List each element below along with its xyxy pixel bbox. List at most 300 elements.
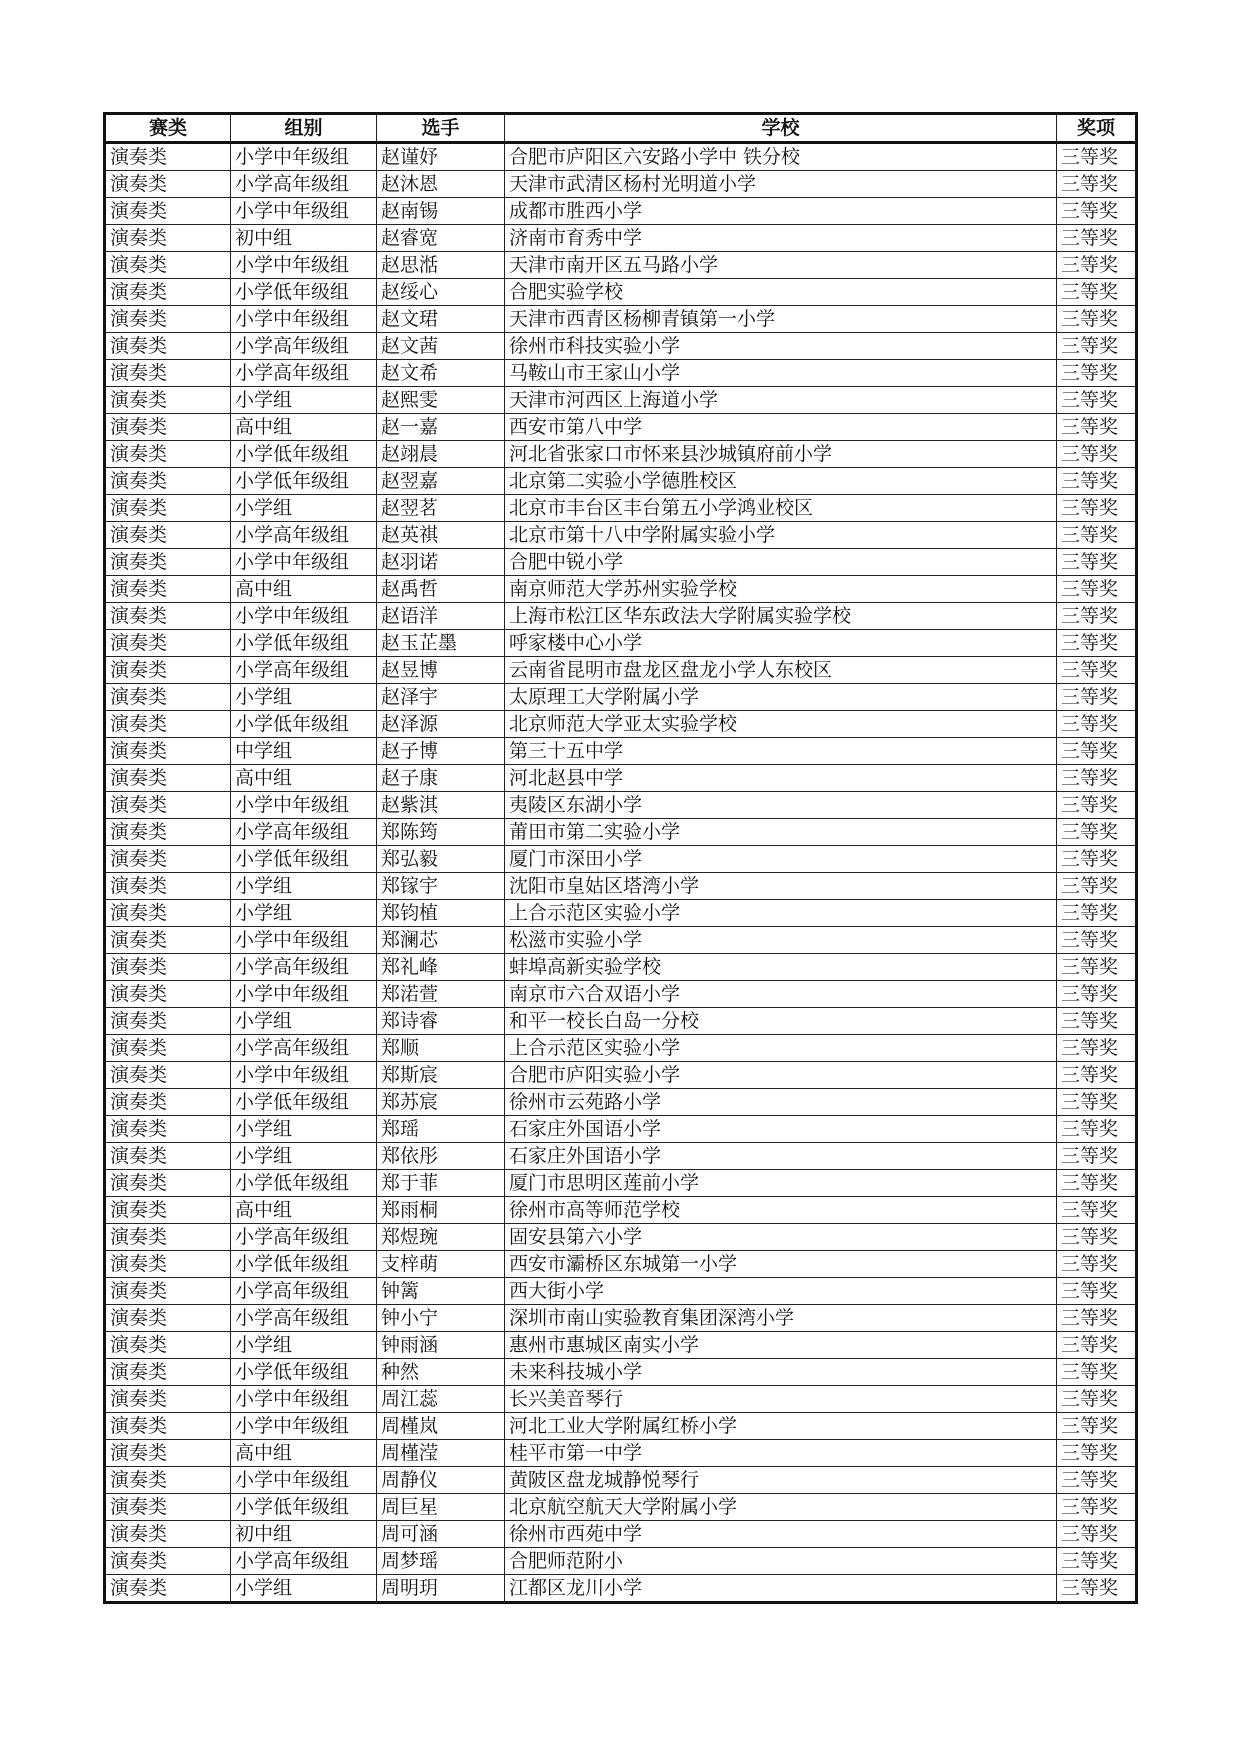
cell-category: 演奏类 — [105, 954, 231, 981]
cell-group: 小学高年级组 — [231, 1035, 377, 1062]
table-row — [105, 549, 1137, 576]
cell-category: 演奏类 — [105, 1413, 231, 1440]
cell-award: 三等奖 — [1057, 360, 1137, 387]
cell-contestant: 赵翌嘉 — [377, 468, 505, 495]
cell-category: 演奏类 — [105, 792, 231, 819]
cell-contestant: 支梓萌 — [377, 1251, 505, 1278]
cell-contestant: 赵泽源 — [377, 711, 505, 738]
cell-contestant: 赵泽宇 — [377, 684, 505, 711]
table-row — [105, 846, 1137, 873]
cell-award: 三等奖 — [1057, 1494, 1137, 1521]
cell-group: 小学组 — [231, 684, 377, 711]
cell-contestant: 钟雨涵 — [377, 1332, 505, 1359]
cell-group: 小学组 — [231, 900, 377, 927]
cell-contestant: 赵昱博 — [377, 657, 505, 684]
table-row — [105, 1305, 1137, 1332]
cell-category: 演奏类 — [105, 1116, 231, 1143]
table-header — [105, 114, 1137, 143]
cell-school: 天津市南开区五马路小学 — [505, 252, 1057, 279]
cell-category: 演奏类 — [105, 225, 231, 252]
cell-group: 小学中年级组 — [231, 252, 377, 279]
cell-category: 演奏类 — [105, 1143, 231, 1170]
table-row — [105, 1008, 1137, 1035]
cell-award: 三等奖 — [1057, 1305, 1137, 1332]
cell-award: 三等奖 — [1057, 333, 1137, 360]
cell-contestant: 赵沐恩 — [377, 171, 505, 198]
table-row — [105, 1224, 1137, 1251]
cell-contestant: 郑澜芯 — [377, 927, 505, 954]
cell-award: 三等奖 — [1057, 1008, 1137, 1035]
cell-group: 初中组 — [231, 225, 377, 252]
cell-award: 三等奖 — [1057, 1035, 1137, 1062]
cell-contestant: 赵英祺 — [377, 522, 505, 549]
cell-award: 三等奖 — [1057, 441, 1137, 468]
header-category: 赛类 — [105, 114, 231, 143]
cell-school: 西安市第八中学 — [505, 414, 1057, 441]
cell-school: 沈阳市皇姑区塔湾小学 — [505, 873, 1057, 900]
cell-contestant: 郑斯宸 — [377, 1062, 505, 1089]
cell-contestant: 郑顺 — [377, 1035, 505, 1062]
cell-category: 演奏类 — [105, 1332, 231, 1359]
table-row — [105, 1143, 1137, 1170]
cell-award: 三等奖 — [1057, 171, 1137, 198]
cell-award: 三等奖 — [1057, 819, 1137, 846]
cell-group: 小学中年级组 — [231, 306, 377, 333]
cell-category: 演奏类 — [105, 738, 231, 765]
cell-contestant: 赵子康 — [377, 765, 505, 792]
cell-contestant: 郑陈筠 — [377, 819, 505, 846]
cell-award: 三等奖 — [1057, 1116, 1137, 1143]
cell-award: 三等奖 — [1057, 1575, 1137, 1603]
table-row — [105, 900, 1137, 927]
cell-award: 三等奖 — [1057, 711, 1137, 738]
table-row — [105, 684, 1137, 711]
cell-group: 小学高年级组 — [231, 1305, 377, 1332]
table-row — [105, 927, 1137, 954]
table-row — [105, 495, 1137, 522]
cell-contestant: 周可涵 — [377, 1521, 505, 1548]
cell-contestant: 郑苏宸 — [377, 1089, 505, 1116]
cell-school: 石家庄外国语小学 — [505, 1143, 1057, 1170]
cell-group: 小学组 — [231, 495, 377, 522]
cell-school: 河北工业大学附属红桥小学 — [505, 1413, 1057, 1440]
table-row — [105, 1467, 1137, 1494]
table-row — [105, 1062, 1137, 1089]
cell-group: 小学中年级组 — [231, 1467, 377, 1494]
cell-school: 天津市河西区上海道小学 — [505, 387, 1057, 414]
cell-school: 太原理工大学附属小学 — [505, 684, 1057, 711]
cell-school: 河北省张家口市怀来县沙城镇府前小学 — [505, 441, 1057, 468]
cell-contestant: 赵文茜 — [377, 333, 505, 360]
cell-school: 西大街小学 — [505, 1278, 1057, 1305]
cell-school: 成都市胜西小学 — [505, 198, 1057, 225]
cell-contestant: 赵禹哲 — [377, 576, 505, 603]
cell-school: 徐州市云苑路小学 — [505, 1089, 1057, 1116]
table-row — [105, 1494, 1137, 1521]
cell-award: 三等奖 — [1057, 522, 1137, 549]
cell-group: 小学低年级组 — [231, 441, 377, 468]
cell-category: 演奏类 — [105, 981, 231, 1008]
cell-contestant: 赵睿宽 — [377, 225, 505, 252]
cell-school: 南京市六合双语小学 — [505, 981, 1057, 1008]
cell-group: 小学低年级组 — [231, 1251, 377, 1278]
cell-group: 小学组 — [231, 1116, 377, 1143]
cell-school: 厦门市深田小学 — [505, 846, 1057, 873]
cell-category: 演奏类 — [105, 1521, 231, 1548]
cell-contestant: 赵玉芷墨 — [377, 630, 505, 657]
cell-group: 小学低年级组 — [231, 279, 377, 306]
cell-award: 三等奖 — [1057, 981, 1137, 1008]
cell-category: 演奏类 — [105, 522, 231, 549]
cell-group: 小学高年级组 — [231, 360, 377, 387]
cell-award: 三等奖 — [1057, 954, 1137, 981]
table-row — [105, 1413, 1137, 1440]
table-body — [105, 143, 1137, 1603]
header-school: 学校 — [505, 114, 1057, 143]
cell-school: 江都区龙川小学 — [505, 1575, 1057, 1603]
cell-award: 三等奖 — [1057, 738, 1137, 765]
cell-category: 演奏类 — [105, 765, 231, 792]
table-row — [105, 603, 1137, 630]
cell-school: 上合示范区实验小学 — [505, 1035, 1057, 1062]
cell-award: 三等奖 — [1057, 549, 1137, 576]
cell-group: 小学组 — [231, 873, 377, 900]
table-row — [105, 1035, 1137, 1062]
cell-school: 夷陵区东湖小学 — [505, 792, 1057, 819]
cell-award: 三等奖 — [1057, 198, 1137, 225]
cell-award: 三等奖 — [1057, 576, 1137, 603]
cell-category: 演奏类 — [105, 1575, 231, 1603]
cell-award: 三等奖 — [1057, 873, 1137, 900]
cell-group: 小学低年级组 — [231, 846, 377, 873]
cell-school: 厦门市思明区莲前小学 — [505, 1170, 1057, 1197]
cell-award: 三等奖 — [1057, 306, 1137, 333]
cell-category: 演奏类 — [105, 1386, 231, 1413]
cell-group: 小学高年级组 — [231, 333, 377, 360]
cell-school: 北京师范大学亚太实验学校 — [505, 711, 1057, 738]
cell-award: 三等奖 — [1057, 1413, 1137, 1440]
cell-school: 固安县第六小学 — [505, 1224, 1057, 1251]
cell-contestant: 郑钧植 — [377, 900, 505, 927]
cell-category: 演奏类 — [105, 603, 231, 630]
cell-group: 高中组 — [231, 765, 377, 792]
cell-award: 三等奖 — [1057, 414, 1137, 441]
table-row — [105, 360, 1137, 387]
header-contestant: 选手 — [377, 114, 505, 143]
table-row — [105, 657, 1137, 684]
table-row — [105, 1089, 1137, 1116]
cell-contestant: 赵思湉 — [377, 252, 505, 279]
cell-group: 小学低年级组 — [231, 1170, 377, 1197]
cell-category: 演奏类 — [105, 927, 231, 954]
cell-contestant: 郑雨桐 — [377, 1197, 505, 1224]
cell-award: 三等奖 — [1057, 1467, 1137, 1494]
header-row — [105, 114, 1137, 143]
table-row — [105, 414, 1137, 441]
cell-group: 小学中年级组 — [231, 792, 377, 819]
cell-group: 小学中年级组 — [231, 1413, 377, 1440]
cell-group: 小学中年级组 — [231, 1062, 377, 1089]
cell-school: 北京市第十八中学附属实验小学 — [505, 522, 1057, 549]
cell-school: 北京第二实验小学德胜校区 — [505, 468, 1057, 495]
cell-category: 演奏类 — [105, 171, 231, 198]
cell-award: 三等奖 — [1057, 1224, 1137, 1251]
table-row — [105, 171, 1137, 198]
cell-group: 小学高年级组 — [231, 171, 377, 198]
cell-school: 北京市丰台区丰台第五小学鸿业校区 — [505, 495, 1057, 522]
cell-category: 演奏类 — [105, 1305, 231, 1332]
cell-award: 三等奖 — [1057, 684, 1137, 711]
cell-group: 小学高年级组 — [231, 1278, 377, 1305]
cell-category: 演奏类 — [105, 279, 231, 306]
cell-group: 小学中年级组 — [231, 198, 377, 225]
cell-award: 三等奖 — [1057, 1278, 1137, 1305]
cell-school: 桂平市第一中学 — [505, 1440, 1057, 1467]
table-row — [105, 198, 1137, 225]
table-row — [105, 279, 1137, 306]
cell-category: 演奏类 — [105, 414, 231, 441]
cell-group: 小学组 — [231, 1332, 377, 1359]
table-row — [105, 819, 1137, 846]
table-row — [105, 954, 1137, 981]
cell-school: 合肥中锐小学 — [505, 549, 1057, 576]
cell-award: 三等奖 — [1057, 792, 1137, 819]
cell-contestant: 周槿岚 — [377, 1413, 505, 1440]
cell-category: 演奏类 — [105, 549, 231, 576]
cell-group: 小学高年级组 — [231, 1224, 377, 1251]
cell-contestant: 周江蕊 — [377, 1386, 505, 1413]
cell-contestant: 郑弘毅 — [377, 846, 505, 873]
cell-contestant: 赵羽诺 — [377, 549, 505, 576]
cell-contestant: 赵绥心 — [377, 279, 505, 306]
cell-award: 三等奖 — [1057, 603, 1137, 630]
cell-contestant: 钟篱 — [377, 1278, 505, 1305]
cell-school: 长兴美音琴行 — [505, 1386, 1057, 1413]
cell-award: 三等奖 — [1057, 225, 1137, 252]
cell-award: 三等奖 — [1057, 657, 1137, 684]
table-row — [105, 1170, 1137, 1197]
cell-category: 演奏类 — [105, 1251, 231, 1278]
cell-award: 三等奖 — [1057, 279, 1137, 306]
cell-contestant: 郑于菲 — [377, 1170, 505, 1197]
cell-category: 演奏类 — [105, 360, 231, 387]
cell-group: 小学组 — [231, 387, 377, 414]
table-row — [105, 792, 1137, 819]
cell-award: 三等奖 — [1057, 630, 1137, 657]
table-row — [105, 333, 1137, 360]
cell-school: 呼家楼中心小学 — [505, 630, 1057, 657]
cell-award: 三等奖 — [1057, 900, 1137, 927]
table-row — [105, 1440, 1137, 1467]
table-row — [105, 1332, 1137, 1359]
cell-category: 演奏类 — [105, 711, 231, 738]
table-row — [105, 630, 1137, 657]
cell-category: 演奏类 — [105, 468, 231, 495]
cell-contestant: 周静仪 — [377, 1467, 505, 1494]
table-row — [105, 873, 1137, 900]
cell-contestant: 赵谨妤 — [377, 143, 505, 171]
cell-school: 合肥师范附小 — [505, 1548, 1057, 1575]
cell-category: 演奏类 — [105, 333, 231, 360]
cell-school: 合肥市庐阳实验小学 — [505, 1062, 1057, 1089]
cell-group: 小学组 — [231, 1143, 377, 1170]
table-row — [105, 711, 1137, 738]
cell-category: 演奏类 — [105, 630, 231, 657]
cell-category: 演奏类 — [105, 143, 231, 171]
cell-contestant: 郑渃萱 — [377, 981, 505, 1008]
cell-contestant: 赵一嘉 — [377, 414, 505, 441]
cell-contestant: 周梦瑶 — [377, 1548, 505, 1575]
cell-school: 济南市育秀中学 — [505, 225, 1057, 252]
cell-school: 北京航空航天大学附属小学 — [505, 1494, 1057, 1521]
cell-group: 高中组 — [231, 1197, 377, 1224]
cell-group: 高中组 — [231, 414, 377, 441]
cell-school: 南京师范大学苏州实验学校 — [505, 576, 1057, 603]
cell-school: 松滋市实验小学 — [505, 927, 1057, 954]
cell-contestant: 赵文珺 — [377, 306, 505, 333]
awards-table — [103, 112, 1138, 1604]
cell-category: 演奏类 — [105, 1440, 231, 1467]
cell-school: 惠州市惠城区南实小学 — [505, 1332, 1057, 1359]
cell-contestant: 赵翊晨 — [377, 441, 505, 468]
cell-contestant: 周巨星 — [377, 1494, 505, 1521]
cell-category: 演奏类 — [105, 1278, 231, 1305]
cell-category: 演奏类 — [105, 198, 231, 225]
cell-award: 三等奖 — [1057, 387, 1137, 414]
cell-school: 云南省昆明市盘龙区盘龙小学人东校区 — [505, 657, 1057, 684]
table-row — [105, 387, 1137, 414]
cell-award: 三等奖 — [1057, 1089, 1137, 1116]
cell-group: 小学中年级组 — [231, 549, 377, 576]
cell-group: 高中组 — [231, 1440, 377, 1467]
cell-category: 演奏类 — [105, 1467, 231, 1494]
cell-award: 三等奖 — [1057, 1359, 1137, 1386]
cell-contestant: 赵子博 — [377, 738, 505, 765]
cell-category: 演奏类 — [105, 1224, 231, 1251]
cell-award: 三等奖 — [1057, 927, 1137, 954]
cell-group: 小学组 — [231, 1575, 377, 1603]
table-row — [105, 1386, 1137, 1413]
cell-group: 小学中年级组 — [231, 927, 377, 954]
cell-group: 高中组 — [231, 576, 377, 603]
cell-award: 三等奖 — [1057, 495, 1137, 522]
cell-school: 上海市松江区华东政法大学附属实验学校 — [505, 603, 1057, 630]
cell-award: 三等奖 — [1057, 143, 1137, 171]
cell-contestant: 郑依彤 — [377, 1143, 505, 1170]
cell-contestant: 周明玥 — [377, 1575, 505, 1603]
cell-group: 小学高年级组 — [231, 522, 377, 549]
cell-contestant: 赵南锡 — [377, 198, 505, 225]
cell-category: 演奏类 — [105, 1170, 231, 1197]
cell-award: 三等奖 — [1057, 1062, 1137, 1089]
table-row — [105, 576, 1137, 603]
table-row — [105, 1278, 1137, 1305]
header-award: 奖项 — [1057, 114, 1137, 143]
cell-category: 演奏类 — [105, 1008, 231, 1035]
cell-school: 天津市西青区杨柳青镇第一小学 — [505, 306, 1057, 333]
cell-group: 中学组 — [231, 738, 377, 765]
table-row — [105, 468, 1137, 495]
cell-category: 演奏类 — [105, 576, 231, 603]
cell-group: 小学低年级组 — [231, 1494, 377, 1521]
cell-group: 小学高年级组 — [231, 657, 377, 684]
cell-category: 演奏类 — [105, 819, 231, 846]
table-row — [105, 143, 1137, 171]
cell-group: 小学低年级组 — [231, 468, 377, 495]
cell-group: 小学高年级组 — [231, 1548, 377, 1575]
cell-award: 三等奖 — [1057, 252, 1137, 279]
table-row — [105, 1521, 1137, 1548]
table-row — [105, 1575, 1137, 1603]
cell-category: 演奏类 — [105, 1494, 231, 1521]
table-row — [105, 738, 1137, 765]
cell-contestant: 种然 — [377, 1359, 505, 1386]
cell-school: 蚌埠高新实验学校 — [505, 954, 1057, 981]
table-row — [105, 1251, 1137, 1278]
table-row — [105, 1359, 1137, 1386]
cell-award: 三等奖 — [1057, 1143, 1137, 1170]
cell-school: 和平一校长白岛一分校 — [505, 1008, 1057, 1035]
cell-contestant: 郑诗睿 — [377, 1008, 505, 1035]
cell-category: 演奏类 — [105, 657, 231, 684]
table-row — [105, 981, 1137, 1008]
cell-category: 演奏类 — [105, 1359, 231, 1386]
cell-award: 三等奖 — [1057, 846, 1137, 873]
cell-contestant: 周槿滢 — [377, 1440, 505, 1467]
table-row — [105, 1197, 1137, 1224]
table-row — [105, 225, 1137, 252]
table-row — [105, 252, 1137, 279]
table-row — [105, 765, 1137, 792]
cell-category: 演奏类 — [105, 846, 231, 873]
cell-category: 演奏类 — [105, 495, 231, 522]
header-group: 组别 — [231, 114, 377, 143]
cell-school: 石家庄外国语小学 — [505, 1116, 1057, 1143]
cell-award: 三等奖 — [1057, 1521, 1137, 1548]
cell-group: 小学高年级组 — [231, 819, 377, 846]
cell-school: 马鞍山市王家山小学 — [505, 360, 1057, 387]
cell-category: 演奏类 — [105, 252, 231, 279]
table-row — [105, 1116, 1137, 1143]
cell-school: 第三十五中学 — [505, 738, 1057, 765]
cell-category: 演奏类 — [105, 306, 231, 333]
cell-contestant: 赵紫淇 — [377, 792, 505, 819]
cell-school: 河北赵县中学 — [505, 765, 1057, 792]
cell-school: 黄陂区盘龙城静悦琴行 — [505, 1467, 1057, 1494]
cell-group: 小学中年级组 — [231, 143, 377, 171]
cell-award: 三等奖 — [1057, 1386, 1137, 1413]
cell-school: 徐州市科技实验小学 — [505, 333, 1057, 360]
cell-group: 小学低年级组 — [231, 711, 377, 738]
cell-group: 小学中年级组 — [231, 603, 377, 630]
cell-school: 上合示范区实验小学 — [505, 900, 1057, 927]
cell-award: 三等奖 — [1057, 1548, 1137, 1575]
cell-contestant: 赵语洋 — [377, 603, 505, 630]
cell-category: 演奏类 — [105, 441, 231, 468]
cell-award: 三等奖 — [1057, 765, 1137, 792]
cell-school: 徐州市西苑中学 — [505, 1521, 1057, 1548]
cell-contestant: 郑瑶 — [377, 1116, 505, 1143]
cell-school: 莆田市第二实验小学 — [505, 819, 1057, 846]
cell-category: 演奏类 — [105, 1035, 231, 1062]
cell-school: 合肥市庐阳区六安路小学中 铁分校 — [505, 143, 1057, 171]
cell-contestant: 赵翌茗 — [377, 495, 505, 522]
cell-category: 演奏类 — [105, 873, 231, 900]
cell-school: 西安市灞桥区东城第一小学 — [505, 1251, 1057, 1278]
table-row — [105, 1548, 1137, 1575]
cell-award: 三等奖 — [1057, 1170, 1137, 1197]
cell-contestant: 赵熙雯 — [377, 387, 505, 414]
